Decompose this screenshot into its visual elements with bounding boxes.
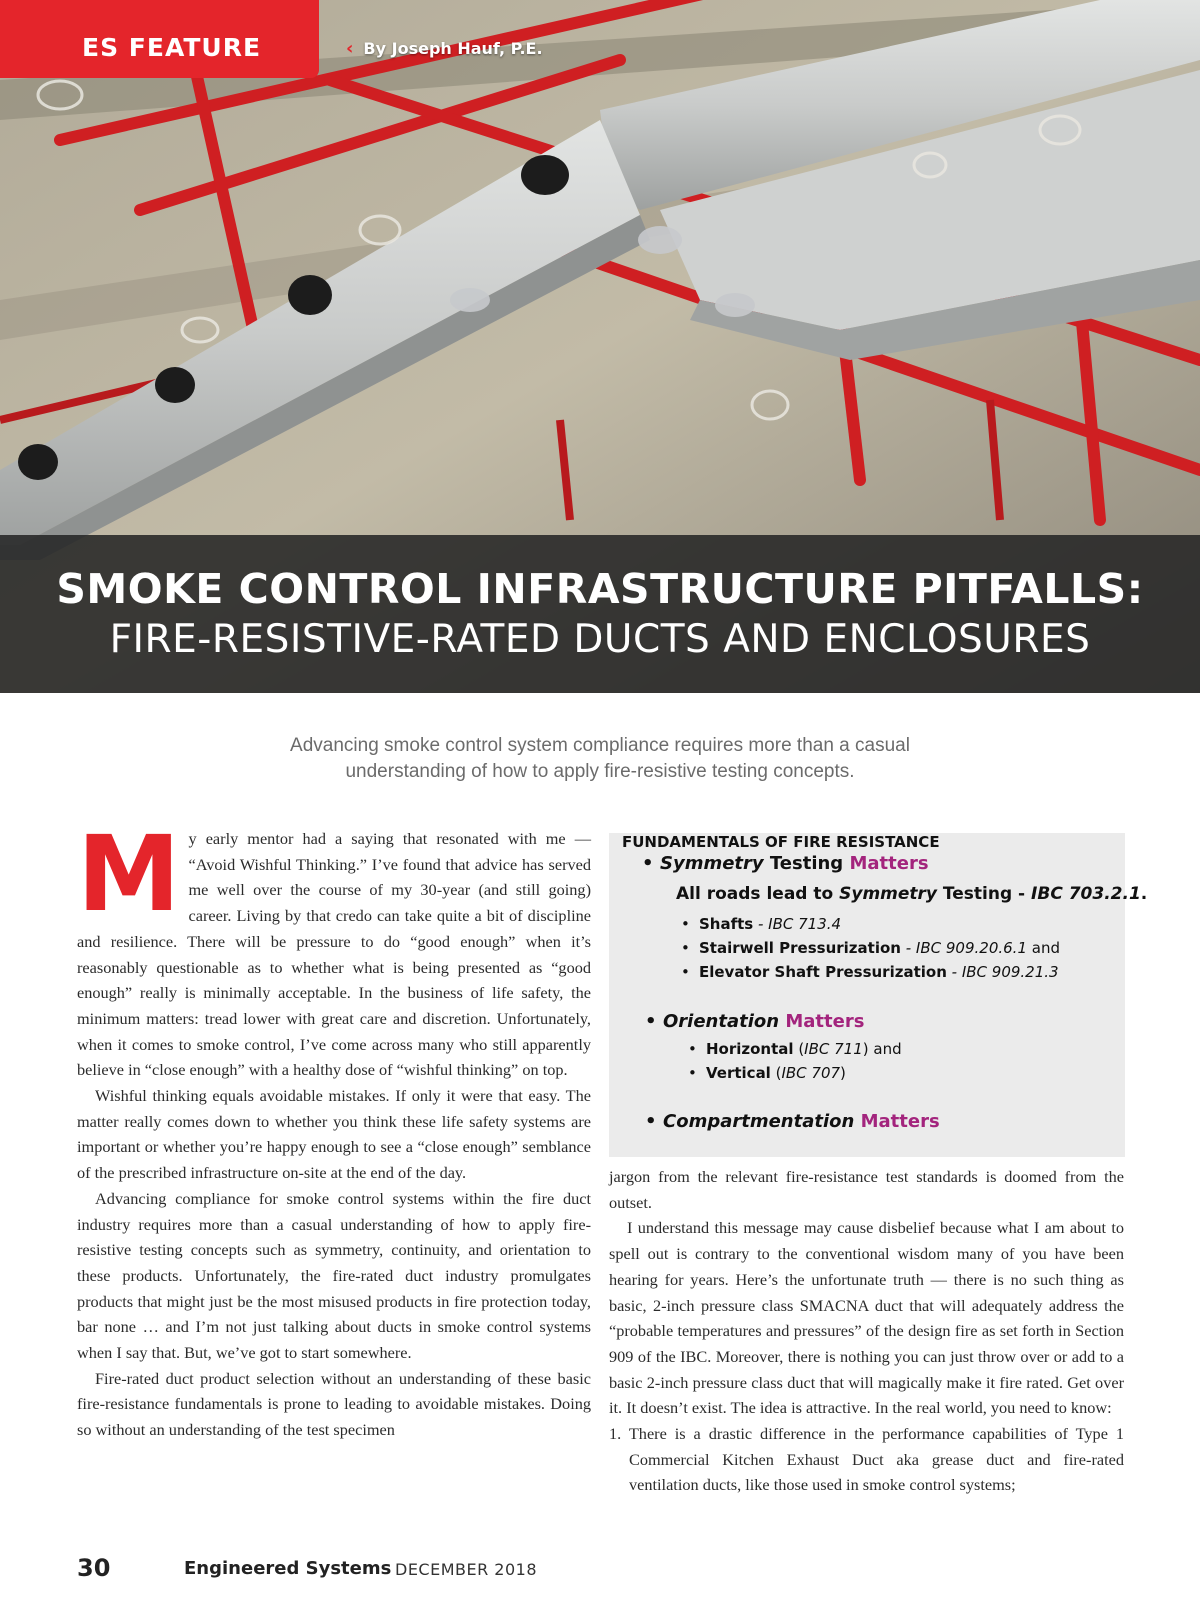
- section-tab: ES FEATURE: [0, 0, 319, 78]
- figure-bullet-orientation: • Orientation Matters: [645, 1011, 865, 1032]
- list-item: 1. There is a drastic difference in the performance capabilities of Type 1 Commercial Kitchen Exhaust Duct aka grease duct and fire-rated ventilation ducts, like those used in smoke control systems;: [609, 1424, 1124, 1495]
- figure-sub-stairwell: • Stairwell Pressurization - IBC 909.20.6.1 and: [681, 939, 1060, 957]
- paragraph: Fire-rated duct product selection without an understanding of these basic fire-resistance fundamentals is prone to leading to avoidable mistakes. Doing so without an understanding of the test specimen: [77, 1368, 591, 1440]
- deck-line: understanding of how to apply fire-resistive testing concepts.: [345, 761, 855, 782]
- bullet-icon: •: [645, 1111, 657, 1132]
- page-number: 30: [77, 1554, 111, 1582]
- bullet-icon: •: [681, 963, 690, 981]
- figure-roads-line: All roads lead to Symmetry Testing - IBC 703.2.1.: [676, 884, 1148, 904]
- bullet-icon: •: [645, 1011, 657, 1032]
- figure-sub-horizontal: • Horizontal (IBC 711) and: [688, 1040, 902, 1058]
- deck-line: Advancing smoke control system compliance requires more than a casual: [290, 735, 910, 756]
- figure-bullet-symmetry: • Symmetry Testing Matters: [642, 853, 929, 874]
- deck: [200, 733, 1000, 785]
- figure-sub-elevator: • Elevator Shaft Pressurization - IBC 909.21.3: [681, 963, 1059, 981]
- paragraph: [77, 813, 591, 1083]
- bullet-icon: •: [681, 915, 690, 933]
- paragraph: Advancing compliance for smoke control systems within the fire duct industry requires more than a casual understanding of how to apply fire-resistive testing concepts such as symmetry, continuity, and orientation to these products. Unfortunately, the fire-rated duct industry promulgates products that might just be the most misused products in fire protection today, bar none … and I’m not just talking about ducts in smoke control systems when I say that. But, we’ve got to start somewhere.: [77, 1188, 591, 1363]
- drop-cap: M: [77, 813, 181, 935]
- article-column-right: [609, 1164, 1124, 1498]
- bullet-icon: •: [688, 1040, 697, 1058]
- hero-photo: [0, 0, 1200, 693]
- fundamentals-figure: [609, 833, 1148, 1157]
- bullet-icon: •: [642, 853, 654, 874]
- paragraph-text: y early mentor had a saying that resonated with me — “Avoid Wishful Thinking.” I’ve found that advice has served me well over the course of my 30-year (and still going) career. Living by that credo can take quite a bit of discipline and resilience. There will be pressure to do “good enough” when it’s reasonably questionable as to whether what is being presented as “good enough” really is minimally acceptable. In the business of life safety, the minimum matters: tread lower with great care and discretion. Unfortunately, when it comes to smoke control, I’ve come across many who still apparently believe in “close enough” with a healthy dose of “wishful thinking” on top.: [77, 829, 591, 1080]
- figure-sub-shafts: • Shafts - IBC 713.4: [681, 915, 842, 933]
- figure-bullet-compartmentation: • Compartmentation Matters: [645, 1111, 940, 1132]
- paragraph: I understand this message may cause disbelief because what I am about to spell out is contrary to the conventional wisdom many of you have been hearing for years. Here’s the unfortunate truth — there is no such thing as basic, 2-inch pressure class SMACNA duct that will adequately address the “probable temperatures and pressures” of the design fire as set forth in Section 909 of the IBC. Moreover, there is nothing you can just throw over or add to a basic 2-inch pressure class duct that will magically make it fire rated. Get over it. It doesn’t exist. The idea is attractive. In the real world, you need to know:: [609, 1218, 1124, 1418]
- bullet-icon: •: [681, 939, 690, 957]
- paragraph: jargon from the relevant fire-resistance test standards is doomed from the outset.: [609, 1167, 1124, 1212]
- title-band: [0, 535, 1200, 693]
- byline: [346, 38, 543, 59]
- publication-name: Engineered Systems: [184, 1558, 392, 1579]
- bullet-icon: •: [688, 1064, 697, 1082]
- subheadline: FIRE-RESISTIVE-RATED DUCTS AND ENCLOSURES: [109, 617, 1091, 662]
- figure-sub-vertical: • Vertical (IBC 707): [688, 1064, 846, 1082]
- issue-date: DECEMBER 2018: [395, 1560, 538, 1579]
- byline-text: By Joseph Hauf, P.E.: [363, 39, 543, 58]
- headline: SMOKE CONTROL INFRASTRUCTURE PITFALLS:: [56, 565, 1144, 613]
- numbered-list: [609, 1421, 1124, 1498]
- article-column-left: [77, 813, 591, 1443]
- chevron-left-icon: ‹: [346, 38, 354, 59]
- figure-title: FUNDAMENTALS OF FIRE RESISTANCE: [622, 833, 940, 851]
- paragraph: Wishful thinking equals avoidable mistakes. If only it were that easy. The matter really comes down to whether you think these life safety systems are important or whether you’re happy enough to see a “close enough” semblance of the prescribed infrastructure on-site at the end of the day.: [77, 1086, 591, 1183]
